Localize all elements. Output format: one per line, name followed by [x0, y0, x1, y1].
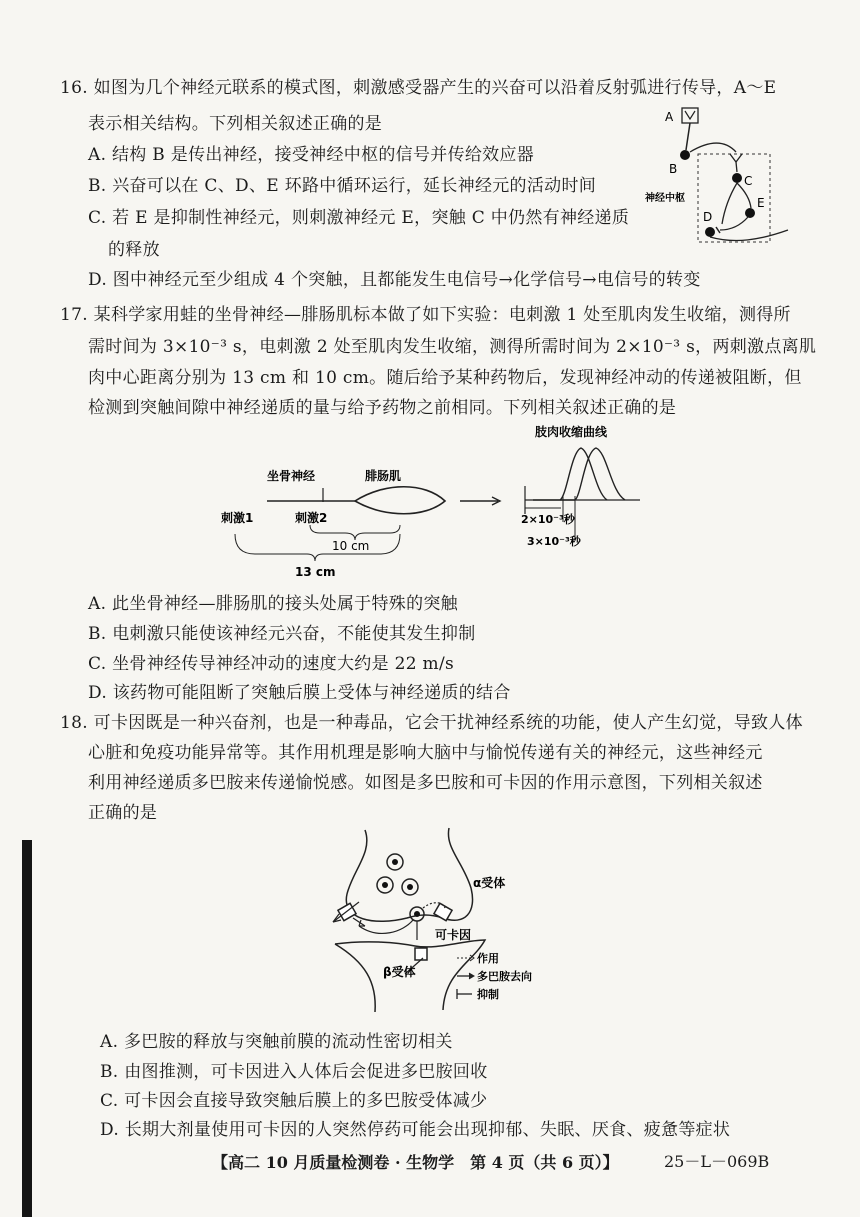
q17-option-c: C. 坐骨神经传导神经冲动的速度大约是 22 m/s: [88, 654, 455, 674]
label-D: D: [703, 210, 713, 224]
q18-option-b: B. 由图推测，可卡因进入人体后会促进多巴胺回收: [100, 1062, 488, 1082]
label-A: A: [665, 110, 674, 124]
q16-option-d: D. 图中神经元至少组成 4 个突触，且都能发生电信号→化学信号→电信号的转变: [88, 270, 701, 290]
label-E: E: [757, 196, 765, 210]
label-stimulus-2: 刺激2: [295, 511, 328, 525]
legend-inhibit: 抑制: [477, 988, 499, 1001]
presynaptic-terminal: [346, 828, 472, 921]
q18-option-d: D. 长期大剂量使用可卡因的人突然停药可能会出现抑郁、失眠、厌食、疲惫等症状: [100, 1120, 731, 1140]
q16-option-c-line1: C. 若 E 是抑制性神经元，则刺激神经元 E，突触 C 中仍然有神经递质: [88, 208, 630, 228]
q18-stem-line2: 心脏和免疫功能异常等。其作用机理是影响大脑中与愉悦传递有关的神经元，这些神经元: [88, 743, 763, 763]
q18-synapse-figure: [325, 822, 585, 1018]
legend-action: 作用: [477, 952, 499, 965]
label-sciatic-nerve: 坐骨神经: [267, 469, 316, 483]
q16-stem-line2: 表示相关结构。下列相关叙述正确的是: [88, 114, 383, 134]
neuron-B: [680, 150, 690, 160]
label-nerve-center: 神经中枢: [645, 193, 685, 204]
neuron-C: [732, 173, 742, 183]
label-3ms: 3×10⁻³秒: [527, 535, 581, 548]
q18-stem-line4: 正确的是: [88, 803, 158, 823]
q16-stem-line1: 16. 如图为几个神经元联系的模式图，刺激感受器产生的兴奋可以沿着反射弧进行传导，A～E: [60, 78, 777, 98]
muscle-shape: [355, 487, 445, 514]
label-2ms: 2×10⁻³秒: [521, 513, 575, 526]
beta-receptor: [415, 948, 427, 960]
legend-dopamine: 多巴胺去向: [477, 970, 532, 983]
neuron-E: [745, 208, 755, 218]
q16-reflex-arc-figure: [640, 102, 790, 252]
label-C: C: [744, 174, 753, 188]
label-stimulus-1: 刺激1: [221, 511, 254, 525]
label-10cm: 10 cm: [332, 539, 370, 553]
label-contraction-curve: 肢肉收缩曲线: [535, 425, 608, 439]
label-B: B: [669, 162, 678, 176]
neuron-D: [705, 227, 715, 237]
label-13cm: 13 cm: [295, 565, 336, 579]
q18-stem-line1: 18. 可卡因既是一种兴奋剂，也是一种毒品，它会干扰神经系统的功能，使人产生幻觉，导致人体: [60, 713, 803, 733]
footer-title: 【高二 10 月质量检测卷 · 生物学 第 4 页（共 6 页）】: [212, 1153, 619, 1172]
q17-stem-line2: 需时间为 3×10⁻³ s，电刺激 2 处至肌肉发生收缩，测得所需时间为 2×10⁻³ s，两刺激点离肌: [88, 337, 817, 357]
q17-nerve-muscle-figure: [215, 422, 655, 587]
label-beta-receptor: β受体: [383, 965, 416, 979]
q17-stem-line1: 17. 某科学家用蛙的坐骨神经—腓肠肌标本做了如下实验：电刺激 1 处至肌肉发生收缩，测得所: [60, 305, 791, 325]
label-gastrocnemius: 腓肠肌: [365, 469, 402, 483]
label-cocaine: 可卡因: [435, 928, 472, 942]
receptor-box: [682, 108, 698, 123]
q17-option-b: B. 电刺激只能使该神经元兴奋，不能使其发生抑制: [88, 624, 476, 644]
contraction-curve-2ms: [533, 448, 607, 500]
scan-edge-shadow: [22, 840, 32, 1217]
q18-stem-line3: 利用神经递质多巴胺来传递愉悦感。如图是多巴胺和可卡因的作用示意图，下列相关叙述: [88, 773, 763, 793]
label-alpha-receptor: α受体: [473, 876, 506, 890]
legend: [457, 951, 532, 1001]
q16-option-b: B. 兴奋可以在 C、D、E 环路中循环运行，延长神经元的活动时间: [88, 176, 597, 196]
q16-option-a: A. 结构 B 是传出神经，接受神经中枢的信号并传给效应器: [88, 145, 535, 165]
q17-option-d: D. 该药物可能阻断了突触后膜上受体与神经递质的结合: [88, 683, 511, 703]
alpha-receptor: [434, 903, 452, 920]
footer-code: 25－L－069B: [664, 1152, 770, 1171]
q17-stem-line4: 检测到突触间隙中神经递质的量与给予药物之前相同。下列相关叙述正确的是: [88, 398, 677, 418]
q18-option-a: A. 多巴胺的释放与突触前膜的流动性密切相关: [100, 1032, 453, 1052]
q17-option-a: A. 此坐骨神经—腓肠肌的接头处属于特殊的突触: [88, 594, 458, 614]
q16-option-c-line2: 的释放: [108, 240, 160, 260]
q18-option-c: C. 可卡因会直接导致突触后膜上的多巴胺受体减少: [100, 1091, 488, 1111]
q17-stem-line3: 肉中心距离分别为 13 cm 和 10 cm。随后给予某种药物后，发现神经冲动的传递被阻断，但: [88, 368, 802, 388]
